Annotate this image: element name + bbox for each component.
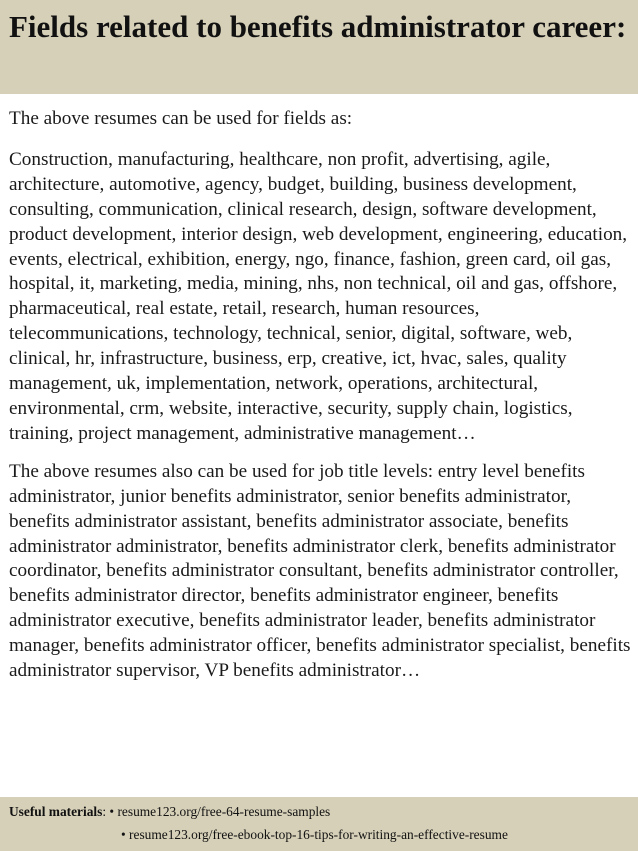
page-title-text: Fields related to benefits administrator career — [9, 9, 616, 44]
main-content — [9, 107, 631, 684]
useful-materials-separator: : — [102, 804, 110, 819]
footer-first-row — [9, 803, 330, 820]
ebook-tips-link[interactable]: • resume123.org/free-ebook-top-16-tips-for-writing-an-effective-resume — [121, 827, 508, 842]
fields-list: Construction, manufacturing, healthcare, non profit, advertising, agile, architecture, automotive, agency, budget, building, business development, consulting, communication, clinical research, design, software development, product development, interior design, web development, engineering, education, events, electrical, exhibition, energy, ngo, finance, fashion, green card, oil gas, hospital, it, marketing, media, mining, nhs, non technical, oil and gas, offshore, pharmaceutical, real estate, retail, research, human resources, telecommunications, technology, technical, senior, digital, software, web, clinical, hr, infrastructure, business, erp, creative, ict, hvac, sales, quality management, uk, implementation, network, operations, architectural, environmental, crm, website, interactive, security, supply chain, logistics, training, project management, administrative management… — [9, 148, 628, 444]
resume-samples-link[interactable]: • resume123.org/free-64-resume-samples — [109, 804, 331, 819]
footer-second-row — [121, 826, 508, 843]
useful-materials-footer — [0, 797, 638, 851]
intro-text: The above resumes can be used for fields as: — [9, 108, 353, 129]
job-levels-text: The above resumes also can be used for job title levels: entry level benefits administrator, junior benefits administrator, senior benefits administrator, benefits administrator assistant, benefits administrator associate, benefits administrator administrator, benefits administrator clerk, benefits administrator coordinator, benefits administrator consultant, benefits administrator controller, benefits administrator director, benefits administrator engineer, benefits administrator executive, benefits administrator leader, benefits administrator manager, benefits administrator officer, benefits administrator specialist, benefits administrator supervisor, VP benefits administrator… — [9, 460, 631, 682]
page-title-colon: : — [615, 9, 627, 44]
page-title — [9, 6, 629, 48]
title-banner — [0, 0, 638, 94]
useful-materials-label: Useful materials — [9, 804, 103, 819]
